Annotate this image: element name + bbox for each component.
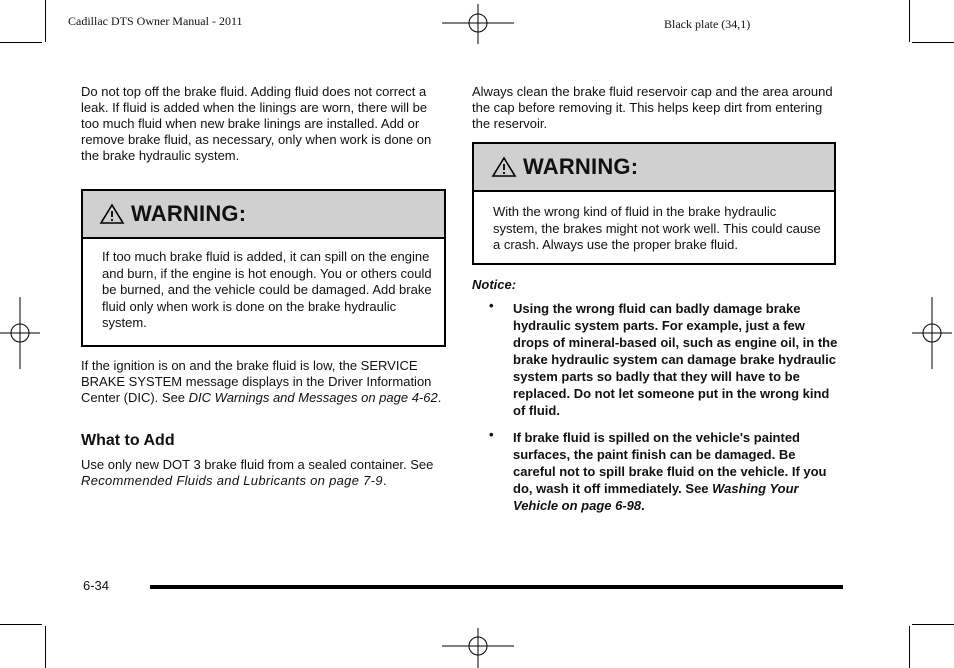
- list-item: [472, 300, 838, 419]
- fluids-cross-reference-link[interactable]: Recommended Fluids and Lubricants on page 7-9: [81, 473, 383, 488]
- reservoir-paragraph: Always clean the brake fluid reservoir cap and the area around the cap before removing it. This helps keep dirt from entering the reservoir.: [472, 84, 833, 131]
- section-heading: What to Add: [81, 432, 175, 449]
- warning-triangle-icon: [99, 203, 125, 225]
- crop-mark: [0, 624, 42, 625]
- warning-title: WARNING:: [131, 201, 247, 226]
- notice-label: Notice:: [472, 277, 517, 292]
- warning-title: WARNING:: [523, 154, 639, 179]
- notice-list: [472, 300, 838, 520]
- fluid-type-paragraph: [81, 457, 447, 489]
- registration-mark-icon: [442, 628, 514, 668]
- period: .: [437, 390, 442, 405]
- list-item: [472, 429, 838, 514]
- registration-mark-icon: [442, 4, 514, 44]
- warning-box: [472, 142, 836, 265]
- page-number: 6-34: [83, 578, 110, 593]
- crop-mark: [0, 42, 42, 43]
- bullet-text: Using the wrong fluid can badly damage brake hydraulic system parts. For example, just a few drops of mineral-based oil, such as engine oil, in the brake hydraulic system can damage brake hydraulic system parts so badly that they will have to be replaced. Do not let someone put in the wrong kind of fluid.: [513, 301, 838, 418]
- crop-mark: [45, 0, 46, 42]
- warning-text: If too much brake fluid is added, it can spill on the engine and burn, if the engine is hot enough. You or others could be burned, and the vehicle could be damaged. Add brake fluid only when work is done on the brake hydraulic system.: [102, 249, 432, 330]
- crop-mark: [45, 626, 46, 668]
- washing-cross-reference-link[interactable]: Washing Your Vehicle on page 6-98: [513, 481, 799, 513]
- footer-rule: [150, 585, 843, 589]
- period: .: [382, 473, 387, 488]
- manual-title: Cadillac DTS Owner Manual - 2011: [68, 14, 243, 28]
- plate-label: Black plate (34,1): [664, 17, 751, 31]
- crop-mark: [909, 626, 910, 668]
- warning-box: [81, 189, 446, 347]
- fluid-type-text: Use only new DOT 3 brake fluid from a sealed container. See: [81, 457, 434, 472]
- crop-mark: [912, 42, 954, 43]
- crop-mark: [912, 624, 954, 625]
- warning-triangle-icon: [491, 156, 517, 178]
- bullet-text: If brake fluid is spilled on the vehicle's painted surfaces, the paint finish can be damaged. Be careful not to spill brake fluid on the vehicle. If you do, wash it off immediately. See: [513, 430, 827, 496]
- registration-mark-icon: [0, 297, 40, 369]
- bullet-icon: •: [489, 427, 494, 442]
- warning-header: [474, 144, 834, 192]
- registration-mark-icon: [912, 297, 952, 369]
- period: .: [641, 498, 645, 513]
- ignition-paragraph: [81, 358, 449, 406]
- warning-text: With the wrong kind of fluid in the brake hydraulic system, the brakes might not work well. This could cause a crash. Always use the proper brake fluid.: [493, 204, 821, 252]
- dic-cross-reference-link[interactable]: DIC Warnings and Messages on page 4-62: [188, 390, 438, 405]
- intro-paragraph: Do not top off the brake fluid. Adding fluid does not correct a leak. If fluid is added when the linings are worn, there will be too much fluid when new brake linings are installed. Add or remove brake fluid, as necessary, only when work is done on the brake hydraulic system.: [81, 84, 432, 163]
- crop-mark: [909, 0, 910, 42]
- bullet-icon: •: [489, 298, 494, 313]
- ignition-text: If the ignition is on and the brake fluid is low, the SERVICE BRAKE SYSTEM message displays in the Driver Information Center (DIC). See: [81, 358, 432, 405]
- warning-header: [83, 191, 444, 239]
